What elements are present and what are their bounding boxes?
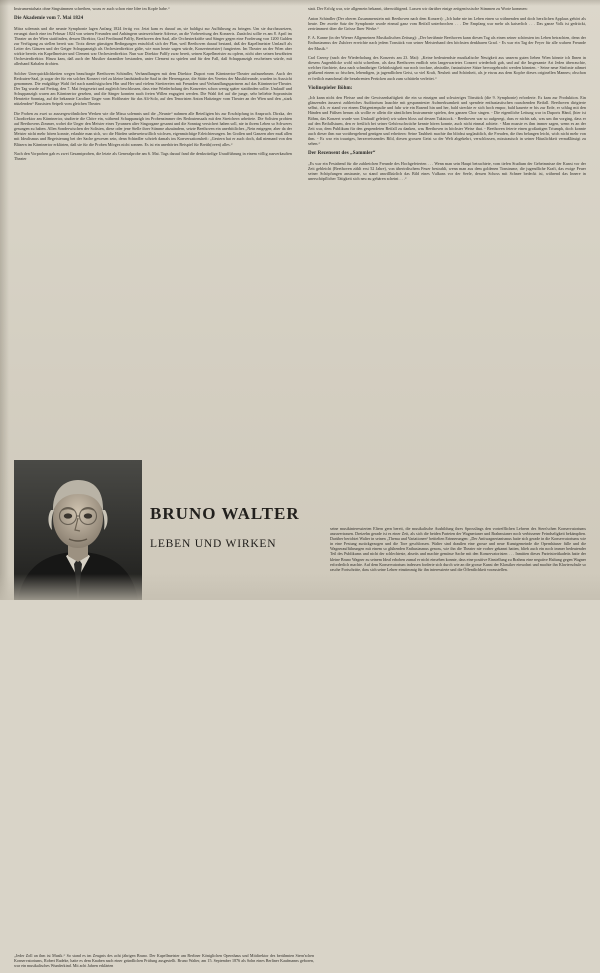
subsection-heading-boehm: Violinspieler Böhm: <box>308 85 353 91</box>
paragraph: Solcher Unerquicklichkeiten wegen beauftragte Beethoven Schindler, Verhandlungen mit dem Direktor Duport vom Kärntnertor-Theater aufzunehmen. Auch der Redouten-Saal, ja sogar der für ein solches Konzert viel zu kleine landständische Saal in der Herrengasse, die Stätte des Vereins der Musikfreunde, wurden in Aussicht genommen. Die endgültige Wahl fiel nach namlösigischen Hin und Her und vielem Streitereien mit Freunden und Verhandlungspartnern auf das Kärntnertor-Theater. Der Tag wurde auf Freitag, den 7. Mai festgesetzt und zugleich beschlossen, dass eine Wiederholung des Konzertes schon wenig später stattfinden sollte. Umlauff und Schuppanzigh waren am Kärntnertor gesehen, und die Sänger konnten nach freien Willen engagiert werden. Die Wahl fiel auf die junge, sehr beliebte Sopranistin Henriette Sonntag, auf die bekannte Caroline Unger vom Hoftheater für das Alt-Solo, auf den Tenoristen Anton Haitzinger vom Theater an der Wien und den „stark nützlenden“ Bassisten Seipelt vom gleichen Theater. <box>14 70 292 107</box>
paragraph: Anton Schindler (Der oberen Zusammenstein mit Beethoven nach dem Konzert): „Ich habe nie im Leben einen so wähnenden und doch herzlichen Applaus gehört als heute. Der zweite Satz der Symphonie wurde einmal ganz vom Beifall unterbrochen . . . Der Empfang war mehr als kaiserlich . . . Das ganze Volk ist gedrückt, zertrümmert über die Grösse Ihrer Werke.“ <box>308 15 586 31</box>
paragraph: „Ich kann nicht den Fleisse und der Gewissenhaftigkeit die ein so einzigen und schwieriges Tönstück (die 9. Symphonie) erforderte. Es kam zur Produktion. Ein glänzendes äusserst zahlreiches Auditorium lauschte mit gespanntester Aufmerksamkeit und spendete enthusiastischen rauschenden Beifall. Beethoven dirigierte selbst, d.h. er stand vor einem Dirigentenpulte und fuhr wie ein Rasend hin und her, bald streckte er sich hoch empor, bald kauerte er bis zur Erde, er schlug mit den Händen und Füßsen herum als wollte er allein die sämtlichen Instrumente spielen, den ganzen Chor singen. - Die eigentliche Leitung war in Duports Händ, (hier ist Böhm, das Konzert wurde von Umlauff geleitet) wir sahen bloss auf dessen Taktstock. - Beethoven war so aufgeregt, dass er nichts sah, was um ihn vorging, dass er auf den Beifallsturm, den er freülich bei seiner Gehörsschwäche kennte hören konnte, auch nicht einmal achtete. - Man musste es ihm immer sagen, wenn es an der Zeit war, dem Publikum für den gespendeten Beifall zu danken, was Beethoven in höchster Weise that. - Beethoven feierte einen großartigen Triumph, doch konnte auch dieser ihm nur vorübergehend genügen und erheitern: Seine Taubheit machte ihn blödsst unglaublich, die Freuden, die ihm belangen leicht, wich nicht mehr von ihm. - Es war ein trauriges, herzerreissendes Bild, diesen grossen Geist so der Welt abgekehrt, verschlossen, misstrauisch in seiner Häuslichkeit vernaßlässigt zu sehen.“ <box>308 95 586 146</box>
conductor-portrait-illustration <box>14 460 142 600</box>
paragraph: „Es war ein Festabend für die zahlreichen Freunde des Hochgefeierten . . . Wenn man sein Haupt betrachtete, vom tiefen Studium der Geheimnisse der Kunst vor der Zeit gebleicht (Beethoven zählt erst 52 Jahre), von überirdischem Feuer bestrahlt, wenn man aus dem goldenen Tonstrume, die jugendliche Kraft, das ewige Feuer seiner Schöpfungen anstaunte, so stand unwillkürlich das Bild eines Vulkans vor der Seele, dessen Schoss mit Schnee bedeckt ist, während das Innere in unerschöpflicher Tätigkeit sich neu zu gebären scheint . . .“ <box>308 160 586 181</box>
paragraph: statt. Der Erfolg war, wie allgemein bekannt, überwältigend. Lassen wir darüber einige zeitgenössische Stimmen zu Worte kommen: <box>308 6 528 11</box>
paragraph: Carl Czerny (nach der Wiederholung des Konzerts am 23. Mai): „Keine bedeutendste musikalische Neuigkeit aus unserm guten lieben Wien könnte ich Ihnen in diesem Augenblicke wohl nicht schreiben, als dass Beethoven endlich sein langerwartetes Conzert wiederholt gab, und auf die Insgesamte Art Jeden überraschte, welcher fürchtete, dass nach schmähriger Gehärlosigkeit nur noch trockne, abstraßte, fantastisiere Sätze hervorgebracht werden könnten. - Seine neue Sinfonie athmet grüßsend einem so frischen, lebendigen, ja jugendlichen Geist, so viel Kraft, Neuheit und Schönheit, als je etwas aus dem Kopfre dieses originellen Mannes; obschon er freilich manchmal die bezahrenten Perücken auch zum schütteln verleitet.“ <box>308 55 586 81</box>
portrait-photo <box>14 460 142 600</box>
page-title: BRUNO WALTER <box>150 504 300 523</box>
bottom-left-text-column <box>14 953 314 973</box>
paragraph: F. A. Kanne (in der Wiener Allgemeinen Musikalischen Zeitung): „Der berühmte Beethoven kann diesen Tag als einen seiner schönsten im Leben betrachten, denn der Enthusiasmus der Zuhörer erreichte nach jedem Tonstück von seiner Meisterhand den höchsten denkbaren Grad. - Es war ein Tag der Feyer für alle wahren Freunde der Musik.“ <box>308 35 586 51</box>
paragraph: Nach den Vorproben gab es zwei Gesamtproben, die letzte als Generalprobe am 6. Mai. Tags darauf fand die denkwürdige Uraufführung in einem völlig ausverkauften Theater <box>14 151 292 162</box>
left-text-column <box>14 6 292 410</box>
page-subtitle: LEBEN UND WIRKEN <box>150 538 277 550</box>
bottom-right-text-column <box>330 526 586 576</box>
top-text-area <box>0 0 600 410</box>
paragraph: Instrumentalsatz ohne Singstimmen schreiben, wozu er auch schon eine Idee im Kopfe habe.“ <box>14 6 170 11</box>
subsection-heading-sammler: Der Rezensent des „Sammler“ <box>308 151 376 157</box>
paragraph: Die Proben zu zwei so aussergewöhnlichen Werken wie die Missa solemnis und die „Neunte“ nahmen alle Beteiligten bis zur Erschöpfung in Anspruch. Dirzka, der Chordirektor am Kärntnertor, studierte die Chöre ein, während Schuppanzigh im Probenzimmer des Redoutensaals mit den Streichern arbeitete. Die Solisten probten auf Beethovens Zimmer, wobei die Unger den Meister eines Tyrannen alter Singorgane gesannt und die Sonntag versichert haben soll, nie in ihrem Leben so Schweres gesungen zu haben. Allen Sonderwischen der Solisten, diese oder jene Stelle ihrer Stimme abzuändern, setzte Beethoven ein unerbittliches „Nein entgegen; aber da der Meister nicht mehr hören konnte, erlaubte man sich, wo die Hürden unbeweinwillich wichsen, eigenmächtige Erleichterungen. Im Großen und Ganzen aber muß allen mit Idealismus und Begeisterung bei der Sache gewesen sein, denn Schindler schrieb damals ins Konversationsheft: „Gestern hat er auch doch, daß niemand von den Bläsern im Kärntnertor erklärten, daß sie für die Proben Mörges nicht sonnen. Es ist ein unerhörtes Beispiel für Breith(oven) alles.“ <box>14 111 292 147</box>
paragraph: Mitra solemnis und die neunte Symphonie lagen Anfang 1824 fertig vor. Jetzt kam es darauf an, sie baldigst zur Aufführung zu bringen. Um sie durchzusetzen, errungst durch eine im Februar 1824 von seinen Freunden und Anhängern unterzeichnete Adresse, an die Vorbereitung des Konzerts. Zunächst sollte es am 8. April im Theater an der Wien stattfinden, dessen Direktor, Graf Ferdinand Palffy, Beethoven den Saal, alle Orchesterkräfte und Sänger gegen eine Forderung von 1200 Gulden zur Verfügung zu stellen bereit war. Trotz dieser günstigen Bedingungen entschloß sich der Plan, weil Beethoven darauf bestand, daß der Kapellmeister Umlauff als Leiter des Gänzen und der Geiger Schuppanzigh als Orchesterdirektor gülte, wie man heute sagen würde, Konzertmeister) fungierten. Im Theater an der Wien aber wirkte bereits ein Kapellmeister und Clement war Orchesterdirektor. Nun war Direktor Palffy zwar bereit, seinen Kapellmeister zu opfern, nicht aber seinen bewährten Orchesterdirektor. Hinzu kam, daß auch der Musiker daranüber bestanden, unter Clement zu spielen und für den Fall, daß Schuppanzigh erscheinen würde, mit allerhand Kabalen drohten. <box>14 25 292 67</box>
title-block <box>150 504 320 550</box>
section-heading: Die Akademie vom 7. Mai 1824 <box>14 16 84 22</box>
paragraph: „Jeder Zoll an ihm ist Musik.“ So stand es im Zeugnis des acht jährigen Bruno. Der Kapellmeister am Berliner Königlichen Opernhaus und Mitdirektor des berühmten Stern'schen Konservatoriums, Robert Radeke, hatte es dem Knaben nach einer gründlichen Prüfung ausgestellt. Bruno Walter, am 15. September 1876 als Sohn eines Berliner Kaufmanns geboren, war ein musikalisches Wunderkind. Mit acht Jahren erklärten <box>14 953 314 969</box>
lower-area <box>0 408 600 969</box>
right-text-column <box>308 6 586 410</box>
paragraph: seine musikinteressierten Eltern gern bereit, die musikalische Ausbildung ihres Sprosslings den vortrefflichen Lehrern des Stern'schen Konservatoriums anzuvertrauen. Dreizehn gerade ist es einer Zeit, als sich die beiden Parteien der Wagnerianer und Brahmsianer noch verbissener Feindseligkeit bekämpften. Darüber berichtet Walter in seinen „Thema und Variationen“ betitelten Erinnerungen: „Der Antiwagnerianismus hatte sich gerade in die Konservatoriums wie in eine Festung zurückgezogen und die Tore geschlossen. Walter sind draußen eine grosse und neue Kunstgemeinde die Opernhäuser fülle und die Wagneraufführungen mit einem so glühenden Enthusiasmus genoss, wie ihn die Theater nie vorher gekannt hatten, blieb auch ein noch immer bedeutender Teil des Publikums und nicht der schlechteste, abseits und machte gemässe Sache mit den Konservatoristen . . . Inmitten dieses Parteistreitkadetts hatte der kleine Bruno Wagner zu seinem Ideal erhoben zumal er nicht einsehen konnte, dass eine positive Einstellung zu Brahms eine negative Haltung gegen Wagner erforderlich machte. Auf dem Konservatorium indessen forderte sich durch wie an die grosse Kunst der Klassiker einwohnt und machte ihn Klavierschule so rasche Fortschritte, dass sich seine Lehrer einstimmig für ihn interessierte und die Öffentlichkeit vorzustellen. <box>330 526 586 572</box>
